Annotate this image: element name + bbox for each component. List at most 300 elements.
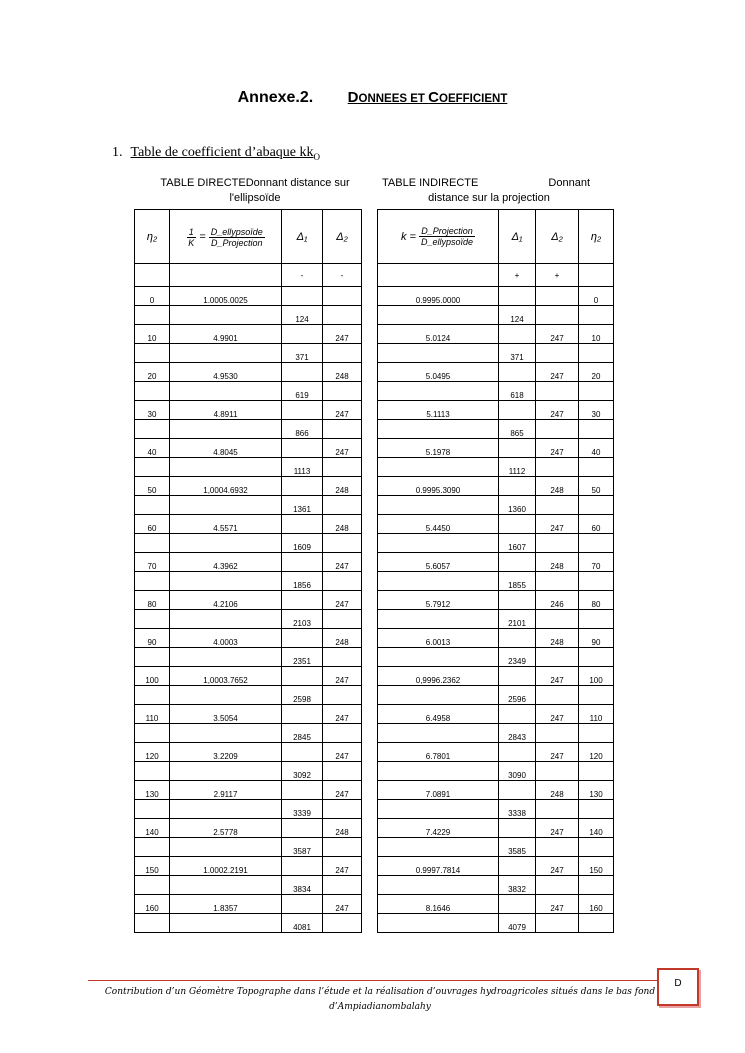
delta1-cell bbox=[282, 819, 323, 838]
delta1-cell: 2103 bbox=[282, 610, 323, 629]
delta2-header: Δ₂ bbox=[323, 210, 362, 264]
coefficient-cell: 4.3962 bbox=[170, 553, 282, 572]
delta-row bbox=[378, 344, 614, 363]
coefficient-cell: 2.9117 bbox=[170, 781, 282, 800]
delta-row bbox=[378, 572, 614, 591]
delta2-cell bbox=[536, 420, 579, 439]
delta2-cell bbox=[323, 458, 362, 477]
footer-line1: Contribution d’un Géomètre Topographe dans l’étude et la réalisation d’ouvrages hydroagricoles situés dans le bas fond bbox=[104, 987, 656, 997]
eta-cell: 150 bbox=[135, 857, 170, 876]
coefficient-cell: 4.8911 bbox=[170, 401, 282, 420]
delta2-header: Δ₂ bbox=[536, 210, 579, 264]
eta-cell bbox=[135, 610, 170, 629]
coefficient-cell: 1.0005.0025 bbox=[170, 287, 282, 306]
coefficient-cell bbox=[170, 458, 282, 477]
k-header bbox=[378, 210, 499, 264]
eta-cell: 100 bbox=[579, 667, 614, 686]
delta-row bbox=[378, 800, 614, 819]
delta1-cell bbox=[282, 591, 323, 610]
coefficient-cell: 3.5054 bbox=[170, 705, 282, 724]
indirect-table bbox=[377, 209, 614, 933]
eta-cell: 10 bbox=[135, 325, 170, 344]
delta2-cell: 247 bbox=[536, 439, 579, 458]
delta2-cell: 247 bbox=[323, 439, 362, 458]
direct-caption-line2: l'ellipsoïde bbox=[229, 192, 281, 204]
delta-row bbox=[378, 610, 614, 629]
delta1-cell: 1607 bbox=[499, 534, 536, 553]
delta2-cell bbox=[323, 648, 362, 667]
delta1-cell: 4079 bbox=[499, 914, 536, 933]
sign-cell bbox=[579, 264, 614, 287]
eta-cell: 40 bbox=[135, 439, 170, 458]
delta1-cell: 2845 bbox=[282, 724, 323, 743]
delta1-cell: 1361 bbox=[282, 496, 323, 515]
table-row bbox=[135, 743, 362, 762]
coefficient-cell: 1,0004.6932 bbox=[170, 477, 282, 496]
coefficient-cell: 5.0124 bbox=[378, 325, 499, 344]
direct-table bbox=[134, 209, 362, 933]
heading-part-1: ONNEES ET bbox=[358, 93, 429, 105]
k-label: K bbox=[188, 237, 195, 248]
delta1-cell bbox=[499, 401, 536, 420]
table-row bbox=[135, 515, 362, 534]
delta-row bbox=[135, 306, 362, 325]
eta-cell bbox=[579, 838, 614, 857]
delta1-cell bbox=[499, 667, 536, 686]
coefficient-cell bbox=[378, 838, 499, 857]
eta-cell bbox=[135, 382, 170, 401]
table-row bbox=[378, 857, 614, 876]
coefficient-cell: 1.8357 bbox=[170, 895, 282, 914]
coefficient-cell: 5.1113 bbox=[378, 401, 499, 420]
indirect-caption-part1: TABLE INDIRECTE bbox=[382, 177, 479, 189]
coefficient-cell: 7.4229 bbox=[378, 819, 499, 838]
delta2-cell bbox=[323, 914, 362, 933]
delta2-cell: 247 bbox=[323, 401, 362, 420]
annex-number: Annexe.2. bbox=[237, 89, 314, 106]
delta1-cell bbox=[499, 287, 536, 306]
eta-cell: 50 bbox=[579, 477, 614, 496]
eta-cell: 10 bbox=[579, 325, 614, 344]
delta-row bbox=[135, 648, 362, 667]
delta-row bbox=[135, 686, 362, 705]
delta-row bbox=[378, 914, 614, 933]
table-row bbox=[378, 363, 614, 382]
delta2-cell bbox=[536, 686, 579, 705]
eta-cell: 130 bbox=[135, 781, 170, 800]
delta1-cell bbox=[282, 325, 323, 344]
delta1-cell bbox=[282, 401, 323, 420]
eta-cell bbox=[579, 914, 614, 933]
eta-cell: 60 bbox=[135, 515, 170, 534]
section-label-sub: O bbox=[313, 151, 321, 162]
table-row bbox=[378, 401, 614, 420]
k-equals-label: k = bbox=[400, 230, 416, 243]
coefficient-cell bbox=[378, 420, 499, 439]
coefficient-cell: 5.4450 bbox=[378, 515, 499, 534]
coefficient-cell: 0,9996.2362 bbox=[378, 667, 499, 686]
coefficient-cell: 4.9901 bbox=[170, 325, 282, 344]
delta-row bbox=[135, 458, 362, 477]
table-row bbox=[135, 819, 362, 838]
sign-cell bbox=[170, 264, 282, 287]
delta-row bbox=[135, 572, 362, 591]
delta2-cell: 247 bbox=[323, 591, 362, 610]
eta-cell bbox=[135, 762, 170, 781]
delta1-cell: 371 bbox=[282, 344, 323, 363]
coefficient-cell bbox=[170, 838, 282, 857]
eta-cell: 50 bbox=[135, 477, 170, 496]
delta1-cell: 1856 bbox=[282, 572, 323, 591]
delta2-cell: 247 bbox=[323, 705, 362, 724]
coefficient-cell: 0.9997.7814 bbox=[378, 857, 499, 876]
delta1-cell bbox=[499, 705, 536, 724]
table-row bbox=[378, 477, 614, 496]
coefficient-cell: 4.8045 bbox=[170, 439, 282, 458]
coefficient-cell bbox=[170, 496, 282, 515]
coefficient-cell bbox=[170, 686, 282, 705]
section-heading bbox=[112, 145, 320, 162]
table-row bbox=[378, 287, 614, 306]
coefficient-cell bbox=[378, 914, 499, 933]
eta-cell: 110 bbox=[579, 705, 614, 724]
delta-row bbox=[378, 382, 614, 401]
coefficient-cell: 5.7912 bbox=[378, 591, 499, 610]
eta-cell bbox=[579, 648, 614, 667]
delta1-cell bbox=[499, 629, 536, 648]
delta2-cell: 247 bbox=[323, 553, 362, 572]
delta1-sign: - bbox=[282, 264, 323, 287]
delta1-cell: 3587 bbox=[282, 838, 323, 857]
delta-row bbox=[378, 648, 614, 667]
coefficient-cell bbox=[170, 876, 282, 895]
delta1-cell: 1855 bbox=[499, 572, 536, 591]
coefficient-cell: 2.5778 bbox=[170, 819, 282, 838]
coefficient-cell bbox=[170, 610, 282, 629]
delta-row bbox=[135, 420, 362, 439]
footer-divider bbox=[88, 980, 688, 981]
k-inverse-header: $\frac{1}{K}$ = $\frac{\text{D\_ellypsoïde}}{\text{D\_Projection}}$ bbox=[170, 210, 282, 264]
eta-header: η₂ bbox=[579, 210, 614, 264]
delta1-cell bbox=[282, 705, 323, 724]
delta-row bbox=[135, 610, 362, 629]
table-row bbox=[135, 325, 362, 344]
delta-row bbox=[378, 838, 614, 857]
delta1-cell bbox=[282, 439, 323, 458]
coefficient-cell: 5.0495 bbox=[378, 363, 499, 382]
delta2-cell: 247 bbox=[536, 667, 579, 686]
delta1-cell: 2598 bbox=[282, 686, 323, 705]
coefficient-cell: 4.9530 bbox=[170, 363, 282, 382]
eta-cell bbox=[579, 420, 614, 439]
delta-row bbox=[135, 534, 362, 553]
delta1-cell: 2351 bbox=[282, 648, 323, 667]
table-row bbox=[135, 439, 362, 458]
eta-cell bbox=[135, 724, 170, 743]
table-row bbox=[135, 705, 362, 724]
eta-cell bbox=[135, 534, 170, 553]
eta-cell: 80 bbox=[579, 591, 614, 610]
coefficient-cell bbox=[378, 496, 499, 515]
eta-cell: 30 bbox=[135, 401, 170, 420]
eta-cell: 80 bbox=[135, 591, 170, 610]
indirect-caption-line2: distance sur la projection bbox=[428, 192, 550, 204]
delta2-cell: 247 bbox=[536, 705, 579, 724]
delta1-cell: 3092 bbox=[282, 762, 323, 781]
coefficient-cell bbox=[378, 724, 499, 743]
delta1-cell bbox=[499, 553, 536, 572]
table-row bbox=[378, 819, 614, 838]
delta2-cell: 247 bbox=[323, 325, 362, 344]
table-row bbox=[378, 553, 614, 572]
delta-row bbox=[135, 496, 362, 515]
eta-cell bbox=[135, 306, 170, 325]
delta1-cell: 865 bbox=[499, 420, 536, 439]
ellipsoid-distance-label: D_ellypsoïde bbox=[420, 237, 473, 247]
heading-initial-c: C bbox=[428, 89, 439, 106]
delta2-cell: 247 bbox=[323, 895, 362, 914]
eta-cell bbox=[579, 876, 614, 895]
delta2-cell bbox=[536, 610, 579, 629]
delta1-cell: 618 bbox=[499, 382, 536, 401]
delta1-cell: 124 bbox=[282, 306, 323, 325]
delta-row bbox=[378, 496, 614, 515]
projection-distance-label: D_Projection bbox=[210, 237, 263, 248]
table-row bbox=[378, 325, 614, 344]
eta-cell: 100 bbox=[135, 667, 170, 686]
page-number-badge: D bbox=[657, 968, 699, 1006]
heading-part-2: OEFFICIENT bbox=[439, 93, 508, 105]
eta-cell: 120 bbox=[135, 743, 170, 762]
delta-row bbox=[135, 838, 362, 857]
delta1-cell bbox=[499, 591, 536, 610]
delta2-cell: 248 bbox=[323, 363, 362, 382]
delta2-cell: 247 bbox=[323, 743, 362, 762]
heading-initial-d: D bbox=[347, 89, 359, 106]
delta2-cell bbox=[536, 800, 579, 819]
delta2-cell bbox=[323, 382, 362, 401]
eta-cell bbox=[135, 800, 170, 819]
delta1-cell: 1609 bbox=[282, 534, 323, 553]
delta-row bbox=[378, 420, 614, 439]
delta2-cell bbox=[323, 876, 362, 895]
eta-cell: 150 bbox=[579, 857, 614, 876]
eta-cell: 140 bbox=[579, 819, 614, 838]
ellipsoid-distance-label: D_ellypsoïde bbox=[210, 226, 263, 237]
delta2-cell bbox=[323, 534, 362, 553]
delta1-cell: 1113 bbox=[282, 458, 323, 477]
coefficient-cell bbox=[378, 648, 499, 667]
table-row bbox=[378, 515, 614, 534]
delta2-cell: 247 bbox=[536, 401, 579, 420]
eta-cell bbox=[579, 534, 614, 553]
delta1-cell bbox=[499, 477, 536, 496]
coefficient-cell: 4.2106 bbox=[170, 591, 282, 610]
table-row bbox=[135, 287, 362, 306]
delta2-cell: 246 bbox=[536, 591, 579, 610]
annex-heading bbox=[348, 89, 508, 106]
eta-cell bbox=[579, 724, 614, 743]
table-row bbox=[135, 401, 362, 420]
delta2-cell: 247 bbox=[536, 857, 579, 876]
eta-cell: 140 bbox=[135, 819, 170, 838]
delta-row bbox=[135, 724, 362, 743]
coefficient-cell: 0.9995.3090 bbox=[378, 477, 499, 496]
coefficient-cell bbox=[170, 382, 282, 401]
table-row bbox=[135, 553, 362, 572]
coefficient-cell bbox=[170, 762, 282, 781]
eta-cell bbox=[579, 762, 614, 781]
coefficient-cell: 4.5571 bbox=[170, 515, 282, 534]
eta-cell bbox=[579, 458, 614, 477]
delta2-cell: 248 bbox=[536, 781, 579, 800]
delta1-cell bbox=[499, 363, 536, 382]
delta-row bbox=[135, 876, 362, 895]
table-row bbox=[135, 591, 362, 610]
delta1-cell: 371 bbox=[499, 344, 536, 363]
delta2-cell bbox=[536, 458, 579, 477]
coefficient-cell bbox=[170, 572, 282, 591]
delta2-cell bbox=[536, 306, 579, 325]
delta2-cell: 247 bbox=[536, 819, 579, 838]
delta1-cell: 3585 bbox=[499, 838, 536, 857]
eta-cell: 160 bbox=[579, 895, 614, 914]
coefficient-cell bbox=[378, 534, 499, 553]
eta-cell: 90 bbox=[135, 629, 170, 648]
delta1-cell bbox=[499, 325, 536, 344]
delta2-cell bbox=[323, 838, 362, 857]
coefficient-cell: 5.6057 bbox=[378, 553, 499, 572]
direct-table-caption bbox=[150, 176, 360, 206]
delta2-cell bbox=[323, 800, 362, 819]
coefficient-cell: 4.0003 bbox=[170, 629, 282, 648]
coefficient-cell bbox=[378, 306, 499, 325]
coefficient-cell: 6.4958 bbox=[378, 705, 499, 724]
delta2-cell bbox=[323, 686, 362, 705]
delta1-cell bbox=[282, 895, 323, 914]
delta2-cell bbox=[323, 572, 362, 591]
delta1-cell bbox=[282, 629, 323, 648]
delta1-cell bbox=[282, 667, 323, 686]
footer-line2: d’Ampiadianombalahy bbox=[329, 1002, 431, 1012]
table-row bbox=[135, 781, 362, 800]
delta2-cell: 248 bbox=[323, 477, 362, 496]
eta-cell: 30 bbox=[579, 401, 614, 420]
eta-cell: 0 bbox=[135, 287, 170, 306]
table-row bbox=[378, 743, 614, 762]
eta-cell: 40 bbox=[579, 439, 614, 458]
eta-cell: 70 bbox=[135, 553, 170, 572]
coefficient-cell bbox=[170, 306, 282, 325]
table-row bbox=[135, 667, 362, 686]
delta1-cell bbox=[282, 515, 323, 534]
delta2-cell bbox=[536, 838, 579, 857]
eta-cell: 20 bbox=[579, 363, 614, 382]
eta-cell bbox=[579, 610, 614, 629]
table-row bbox=[135, 629, 362, 648]
eta-cell: 20 bbox=[135, 363, 170, 382]
delta2-cell bbox=[536, 382, 579, 401]
sign-cell bbox=[135, 264, 170, 287]
delta2-cell bbox=[323, 496, 362, 515]
eta-cell: 110 bbox=[135, 705, 170, 724]
coefficient-cell bbox=[378, 800, 499, 819]
coefficient-cell bbox=[170, 724, 282, 743]
delta2-cell: 248 bbox=[536, 477, 579, 496]
direct-caption-line1: TABLE DIRECTEDonnant distance sur bbox=[160, 177, 350, 189]
coefficient-cell: 1,0003.7652 bbox=[170, 667, 282, 686]
eta-cell bbox=[135, 648, 170, 667]
eta-cell bbox=[135, 420, 170, 439]
coefficient-cell: 7.0891 bbox=[378, 781, 499, 800]
eta-cell bbox=[579, 686, 614, 705]
delta-row bbox=[378, 762, 614, 781]
indirect-caption-part2: Donnant bbox=[548, 177, 590, 189]
delta2-cell: 248 bbox=[536, 553, 579, 572]
table-row bbox=[378, 439, 614, 458]
delta-row bbox=[378, 458, 614, 477]
delta-row bbox=[378, 306, 614, 325]
delta2-cell bbox=[536, 572, 579, 591]
eta-cell bbox=[579, 800, 614, 819]
delta1-cell: 2349 bbox=[499, 648, 536, 667]
eta-cell bbox=[579, 306, 614, 325]
eta-cell: 90 bbox=[579, 629, 614, 648]
coefficient-cell: 8.1646 bbox=[378, 895, 499, 914]
delta2-cell bbox=[536, 287, 579, 306]
eta-cell bbox=[579, 572, 614, 591]
eta-cell: 130 bbox=[579, 781, 614, 800]
delta2-cell: 248 bbox=[323, 515, 362, 534]
coefficient-cell bbox=[378, 382, 499, 401]
coefficient-cell bbox=[378, 610, 499, 629]
delta2-cell bbox=[323, 762, 362, 781]
coefficient-cell: 6.7801 bbox=[378, 743, 499, 762]
coefficient-cell bbox=[378, 458, 499, 477]
sign-cell bbox=[378, 264, 499, 287]
delta1-cell: 2596 bbox=[499, 686, 536, 705]
delta2-cell bbox=[536, 914, 579, 933]
table-row bbox=[135, 363, 362, 382]
coefficient-cell bbox=[378, 762, 499, 781]
coefficient-cell bbox=[170, 344, 282, 363]
delta2-cell: 247 bbox=[323, 857, 362, 876]
delta1-cell bbox=[499, 439, 536, 458]
delta2-cell bbox=[536, 876, 579, 895]
delta2-cell bbox=[323, 610, 362, 629]
delta1-header: Δ₁ bbox=[499, 210, 536, 264]
delta1-cell bbox=[282, 553, 323, 572]
delta1-cell: 3339 bbox=[282, 800, 323, 819]
eta-cell bbox=[135, 344, 170, 363]
delta2-cell bbox=[323, 306, 362, 325]
delta1-cell: 3090 bbox=[499, 762, 536, 781]
delta1-cell: 3338 bbox=[499, 800, 536, 819]
delta2-cell bbox=[536, 648, 579, 667]
delta2-cell bbox=[536, 496, 579, 515]
delta-row bbox=[135, 914, 362, 933]
delta2-cell: 247 bbox=[536, 363, 579, 382]
delta2-cell: 247 bbox=[323, 781, 362, 800]
delta1-cell: 124 bbox=[499, 306, 536, 325]
section-number: 1. bbox=[112, 145, 123, 160]
coefficient-cell: 5.1978 bbox=[378, 439, 499, 458]
eta-cell: 120 bbox=[579, 743, 614, 762]
delta2-cell: 248 bbox=[323, 629, 362, 648]
delta1-cell bbox=[499, 895, 536, 914]
delta-row bbox=[378, 876, 614, 895]
table-row bbox=[378, 781, 614, 800]
